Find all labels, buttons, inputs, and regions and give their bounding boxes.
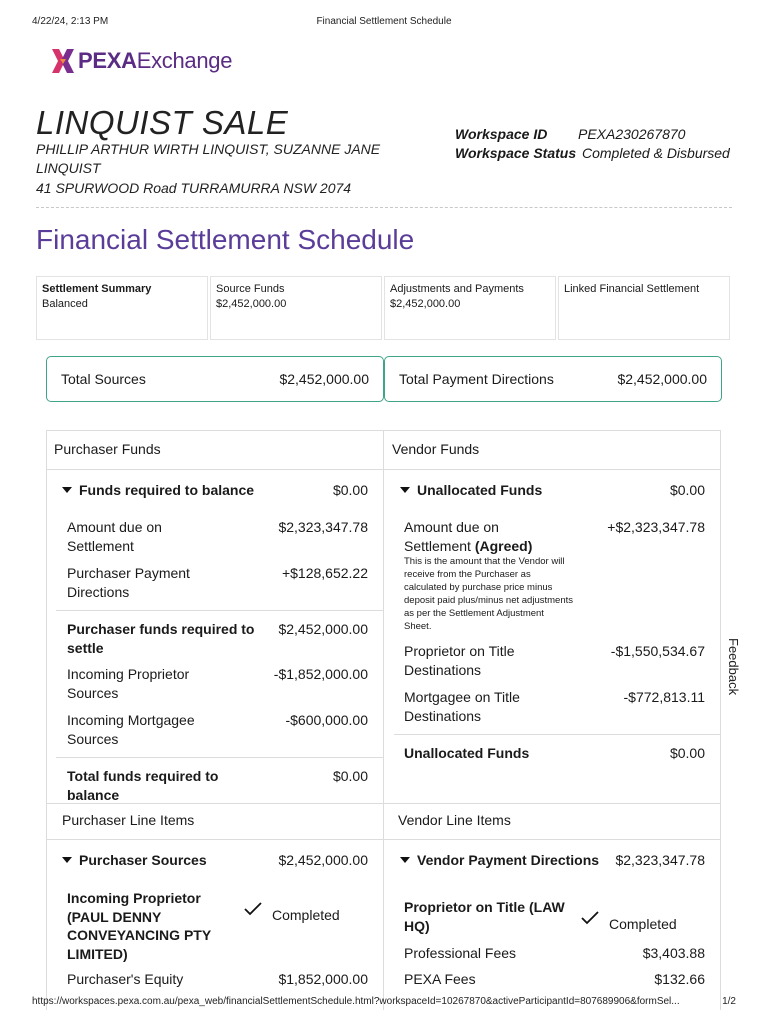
- purchasers-equity-label: Purchaser's Equity: [67, 971, 184, 987]
- workspace-id-value: PEXA230267870: [578, 126, 686, 142]
- total-sources-value: $2,452,000.00: [279, 371, 369, 387]
- summary-linked-settlement[interactable]: [558, 276, 730, 340]
- checkmark-icon: [581, 911, 599, 925]
- unallocated-funds-total-value: $0.00: [669, 745, 705, 761]
- print-datetime: 4/22/24, 2:13 PM: [32, 16, 109, 27]
- total-payments-value: $2,452,000.00: [617, 371, 707, 387]
- summary-value: Balanced: [42, 298, 88, 310]
- proprietor-destinations-value: -$1,550,534.67: [610, 643, 705, 659]
- amount-due-value: $2,323,347.78: [278, 519, 368, 535]
- total-sources-label: Total Sources: [61, 371, 146, 387]
- summary-label: Linked Financial Settlement: [564, 283, 700, 295]
- professional-fees-value: $3,403.88: [642, 945, 705, 961]
- amount-due-note: This is the amount that the Vendor will receive from the Purchaser as calculated by purchase price minus deposit paid plus/minus net adjustments as per the Settlement Adjustment Sheet.: [404, 556, 573, 632]
- summary-label: Settlement Summary: [42, 283, 152, 295]
- purchaser-funds-header: Purchaser Funds: [54, 441, 161, 457]
- logo-text: Exchange: [136, 48, 233, 73]
- vendor-line-items-header: Vendor Line Items: [398, 812, 511, 828]
- print-title: Financial Settlement Schedule: [316, 16, 452, 27]
- page-title: Financial Settlement Schedule: [36, 224, 415, 255]
- unallocated-funds-toggle[interactable]: Unallocated Funds: [400, 481, 542, 500]
- row-divider: [394, 734, 721, 735]
- agreed-badge: (Agreed): [474, 537, 533, 554]
- proprietor-on-title-item[interactable]: Proprietor on Title (LAW HQ): [404, 899, 565, 934]
- purchaser-funds-to-settle-value: $2,452,000.00: [278, 621, 368, 637]
- workspace-status-label: Workspace Status: [455, 145, 577, 161]
- amount-due-label: Amount due on Settlement: [67, 519, 162, 554]
- workspace-parties: PHILLIP ARTHUR WIRTH LINQUIST, SUZANNE JANE LINQUIST: [36, 141, 381, 176]
- header-divider: [46, 469, 721, 470]
- workspace-id-label: Workspace ID: [455, 126, 548, 142]
- proprietor-on-title-status: Completed: [609, 916, 677, 932]
- caret-down-icon: [400, 857, 410, 863]
- incoming-mortgagee-sources-label: Incoming Mortgagee Sources: [67, 712, 195, 747]
- summary-adjustments-payments[interactable]: [384, 276, 556, 340]
- purchaser-line-items-header: Purchaser Line Items: [62, 812, 195, 828]
- vendor-funds-header: Vendor Funds: [392, 441, 480, 457]
- vendor-payment-directions-toggle[interactable]: Vendor Payment Directions: [400, 851, 599, 870]
- total-funds-required-value: $0.00: [332, 768, 368, 784]
- mortgagee-destinations-label: Mortgagee on Title Destinations: [404, 689, 520, 724]
- row-divider: [56, 757, 383, 758]
- purchaser-funds-to-settle-label: Purchaser funds required to settle: [67, 621, 255, 656]
- summary-value: $2,452,000.00: [390, 298, 461, 310]
- unallocated-funds-total-label: Unallocated Funds: [404, 745, 530, 761]
- summary-label: Adjustments and Payments: [390, 283, 524, 295]
- incoming-proprietor-sources-label: Incoming Proprietor Sources: [67, 666, 190, 701]
- row-divider: [56, 610, 383, 611]
- page-url: https://workspaces.pexa.com.au/pexa_web/financialSettlementSchedule.html?workspaceId=10267870&activeParticipantId=807689906&formSel...: [32, 996, 680, 1007]
- workspace-status-value: Completed & Disbursed: [582, 145, 730, 161]
- checkmark-icon: [244, 902, 262, 916]
- purchaser-payment-directions-value: +$128,652.22: [281, 565, 368, 581]
- purchaser-sources-value: $2,452,000.00: [278, 852, 368, 868]
- unallocated-funds-value: $0.00: [669, 482, 705, 498]
- pexa-fees-label: PEXA Fees: [404, 971, 476, 987]
- total-sources-box: [46, 356, 384, 402]
- divider: [36, 207, 732, 208]
- caret-down-icon: [62, 857, 72, 863]
- mortgagee-destinations-value: -$772,813.11: [623, 689, 705, 705]
- purchaser-sources-toggle[interactable]: Purchaser Sources: [62, 851, 207, 870]
- summary-value: $2,452,000.00: [216, 298, 287, 310]
- total-payments-box: [384, 356, 722, 402]
- summary-label: Source Funds: [216, 283, 285, 295]
- professional-fees-label: Professional Fees: [404, 945, 517, 961]
- funds-required-value: $0.00: [332, 482, 368, 498]
- workspace-title: LINQUIST SALE: [36, 104, 289, 141]
- funds-required-toggle[interactable]: Funds required to balance: [62, 481, 254, 500]
- vendor-amount-due-label: Amount due on Settlement (Agreed): [404, 519, 533, 554]
- page-number: 1/2: [722, 996, 736, 1007]
- incoming-mortgagee-sources-value: -$600,000.00: [285, 712, 368, 728]
- caret-down-icon: [400, 487, 410, 493]
- pexa-exchange-logo[interactable]: [50, 46, 232, 76]
- incoming-proprietor-status: Completed: [272, 907, 340, 923]
- feedback-tab[interactable]: Feedback: [726, 638, 741, 696]
- pexa-fees-value: $132.66: [654, 971, 705, 987]
- header-divider: [46, 839, 721, 840]
- pexa-x-logo-icon: [50, 46, 76, 76]
- logo-text-bold: PEXA: [78, 48, 137, 73]
- summary-settlement[interactable]: [36, 276, 208, 340]
- purchaser-payment-directions-label: Purchaser Payment Directions: [67, 565, 190, 600]
- purchasers-equity-value: $1,852,000.00: [278, 971, 368, 987]
- column-divider: [383, 430, 384, 1010]
- incoming-proprietor-sources-value: -$1,852,000.00: [273, 666, 368, 682]
- caret-down-icon: [62, 487, 72, 493]
- summary-source-funds[interactable]: [210, 276, 382, 340]
- incoming-proprietor-item[interactable]: Incoming Proprietor (PAUL DENNY CONVEYANCING PTY LIMITED): [67, 890, 211, 962]
- total-payments-label: Total Payment Directions: [399, 371, 554, 387]
- vendor-amount-due-value: +$2,323,347.78: [607, 519, 705, 535]
- vendor-payment-directions-value: $2,323,347.78: [615, 852, 705, 868]
- property-address: 41 SPURWOOD Road TURRAMURRA NSW 2074: [36, 180, 352, 196]
- total-funds-required-label: Total funds required to balance: [67, 768, 219, 803]
- proprietor-destinations-label: Proprietor on Title Destinations: [404, 643, 515, 678]
